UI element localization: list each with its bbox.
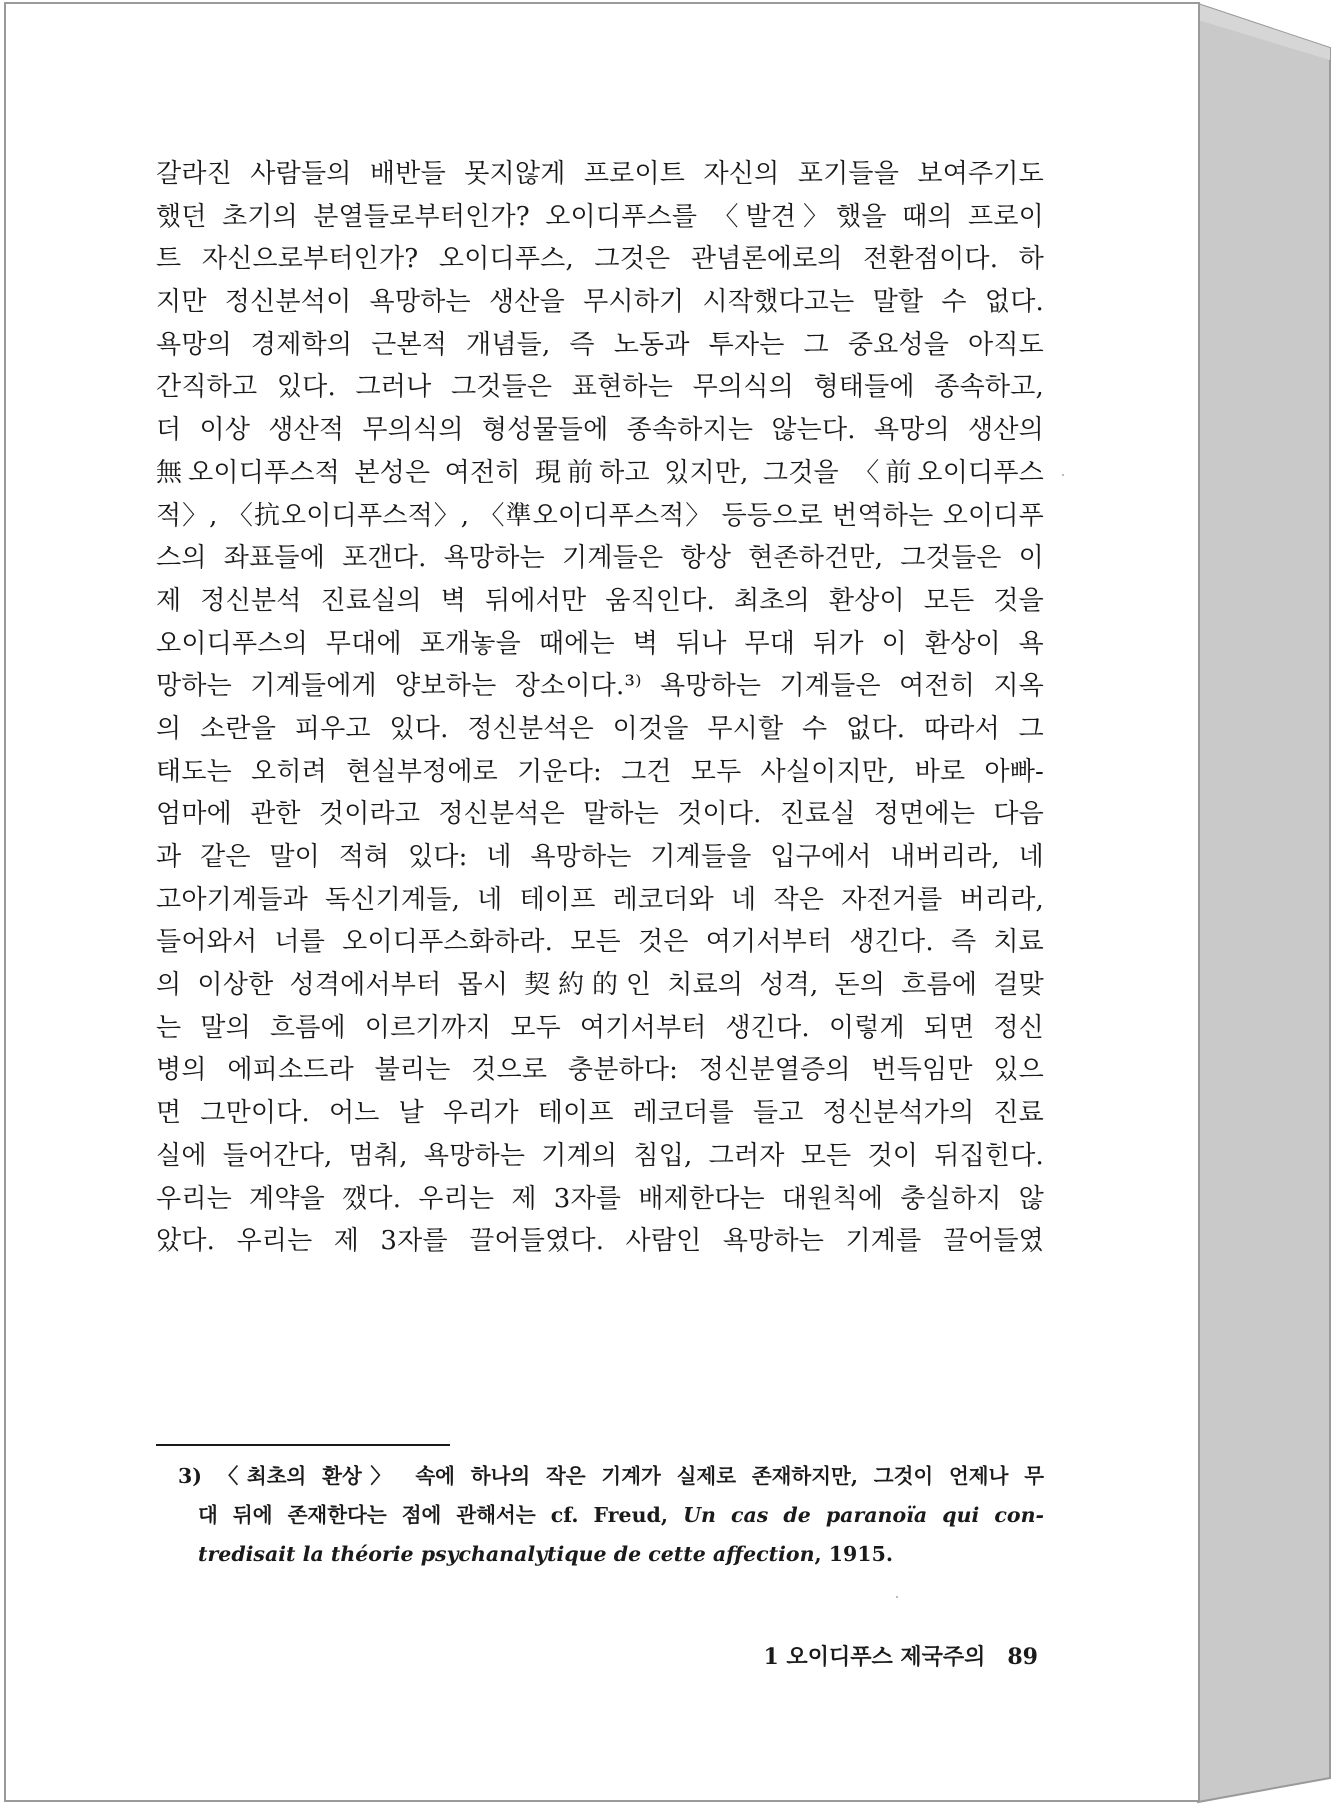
body-line: 욕망의 경제학의 근본적 개념들, 즉 노동과 투자는 그 중요성을 아직도	[156, 329, 1044, 360]
footnote-year: , 1915.	[814, 1542, 893, 1566]
footnote-title-part-2: tredisait la théorie psychanalytique de cette affection	[198, 1542, 815, 1566]
body-line: 우리는 계약을 깼다. 우리는 제 3자를 배제한다는 대원칙에 충실하지 않	[156, 1183, 1044, 1214]
body-line: 간직하고 있다. 그러나 그것들은 표현하는 무의식의 형태들에 종속하고,	[156, 372, 1044, 403]
body-line: 했던 초기의 분열들로부터인가? 오이디푸스를 〈발견〉했을 때의 프로이	[156, 201, 1044, 232]
body-line: 태도는 오히려 현실부정에로 기운다: 그건 모두 사실이지만, 바로 아빠-	[156, 756, 1044, 787]
page-number: 89	[1007, 1644, 1038, 1670]
footnote-line-1: 3) 〈최초의 환상〉 속에 하나의 작은 기계가 실제로 존재하지만, 그것이 언제나 무	[178, 1464, 1044, 1488]
chapter-title: 1 오이디푸스 제국주의	[763, 1644, 986, 1670]
body-line: 고아기계들과 독신기계들, 네 테이프 레코더와 네 작은 자전거를 버리라,	[156, 884, 1044, 915]
body-line: 병의 에피소드라 불리는 것으로 충분하다: 정신분열증의 번득임만 있으	[156, 1055, 1044, 1086]
body-line: 無오이디푸스적 본성은 여전히 現前하고 있지만, 그것을 〈前오이디푸스	[156, 457, 1044, 488]
body-line: 오이디푸스의 무대에 포개놓을 때에는 벽 뒤나 무대 뒤가 이 환상이 욕	[156, 628, 1044, 659]
body-line: 망하는 기계들에게 양보하는 장소이다.³⁾ 욕망하는 기계들은 여전히 지옥	[156, 671, 1044, 702]
body-line: 지만 정신분석이 욕망하는 생산을 무시하기 시작했다고는 말할 수 없다.	[156, 287, 1044, 318]
body-line: 들어와서 너를 오이디푸스화하라. 모든 것은 여기서부터 생긴다. 즉 치료	[156, 927, 1044, 958]
footnote-title-part-1: Un cas de paranoïa qui con-	[683, 1503, 1044, 1527]
footnote	[178, 1457, 1044, 1574]
body-text	[156, 153, 1044, 1263]
body-line: 트 자신으로부터인가? 오이디푸스, 그것은 관념론에로의 전환점이다. 하	[156, 244, 1044, 275]
body-line: 면 그만이다. 어느 날 우리가 테이프 레코더를 들고 정신분석가의 진료	[156, 1098, 1044, 1129]
footnote-line-2	[178, 1496, 1044, 1535]
page-footer	[720, 1640, 1038, 1671]
body-line: 의 이상한 성격에서부터 몹시 契約的인 치료의 성격, 돈의 흐름에 걸맞	[156, 970, 1044, 1001]
body-line: 았다. 우리는 제 3자를 끌어들였다. 사람인 욕망하는 기계를 끌어들였	[156, 1226, 1044, 1257]
body-line: 더 이상 생산적 무의식의 형성물들에 종속하지는 않는다. 욕망의 생산의	[156, 415, 1044, 446]
body-line: 엄마에 관한 것이라고 정신분석은 말하는 것이다. 진료실 정면에는 다음	[156, 799, 1044, 830]
footnote-line-3	[178, 1535, 1044, 1574]
body-line: 실에 들어간다, 멈춰, 욕망하는 기계의 침입, 그러자 모든 것이 뒤집힌다.	[156, 1140, 1044, 1171]
footnote-rule	[156, 1444, 450, 1446]
body-line: 갈라진 사람들의 배반들 못지않게 프로이트 자신의 포기들을 보여주기도	[156, 159, 1044, 189]
body-line: 적〉, 〈抗오이디푸스적〉, 〈準오이디푸스적〉 등등으로 번역하는 오이디푸	[156, 500, 1044, 531]
body-line: 과 같은 말이 적혀 있다: 네 욕망하는 기계들을 입구에서 내버리라, 네	[156, 842, 1044, 872]
body-line: 스의 좌표들에 포갠다. 욕망하는 기계들은 항상 현존하건만, 그것들은 이	[156, 543, 1044, 574]
body-line: 는 말의 흐름에 이르기까지 모두 여기서부터 생긴다. 이렇게 되면 정신	[156, 1012, 1044, 1043]
footnote-line-2-text: 대 뒤에 존재한다는 점에 관해서는 cf. Freud,	[198, 1503, 684, 1527]
body-line: 제 정신분석 진료실의 벽 뒤에서만 움직인다. 최초의 환상이 모든 것을	[156, 585, 1044, 616]
body-line: 의 소란을 피우고 있다. 정신분석은 이것을 무시할 수 없다. 따라서 그	[156, 713, 1044, 744]
stray-mark	[896, 1596, 898, 1598]
stray-mark	[1062, 474, 1064, 476]
